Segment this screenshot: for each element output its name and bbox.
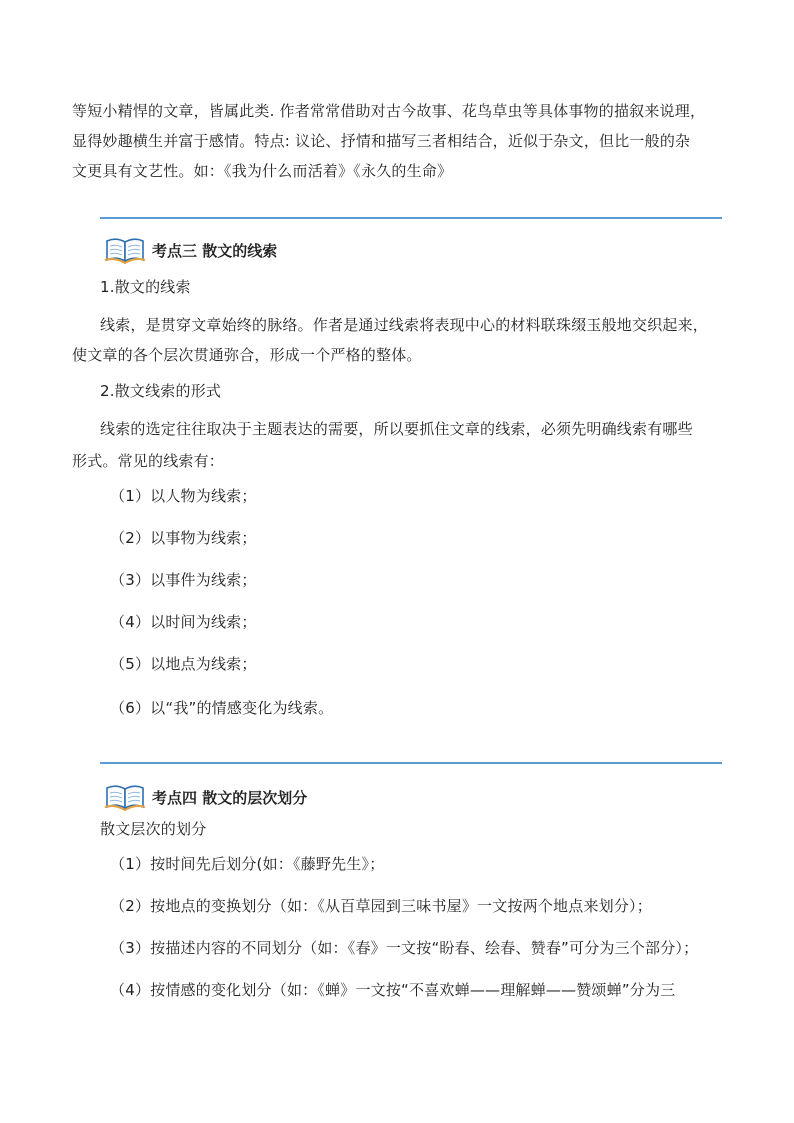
list-item: （2）按地点的变换划分（如：《从百草园到三味书屋》一文按两个地点来划分）； — [110, 897, 652, 915]
section-3-paragraph-2-line-1: 线索的选定往往取决于主题表达的需要，所以要抓住文章的线索，必须先明确线索有哪些 — [100, 420, 693, 438]
section-4-title: 考点四 散文的层次划分 — [152, 788, 308, 807]
section-3-paragraph-2-line-2: 形式。常见的线索有： — [72, 452, 225, 470]
section-3-paragraph-1-line-2: 使文章的各个层次贯通弥合，形成一个严格的整体。 — [72, 346, 422, 364]
list-item: （6）以“我”的情感变化为线索。 — [110, 699, 334, 717]
section-3-subheading-2: 2.散文线索的形式 — [100, 382, 222, 400]
intro-line-3: 文更具有文艺性。如：《我为什么而活着》《永久的生命》 — [72, 162, 453, 180]
section-3-title: 考点三 散文的线索 — [152, 241, 278, 260]
section-divider — [100, 217, 722, 219]
section-4-heading — [104, 782, 307, 812]
list-item: （2）以事物为线索； — [110, 529, 257, 547]
list-item: （4）以时间为线索； — [110, 613, 257, 631]
open-book-icon — [104, 236, 146, 264]
list-item: （3）以事件为线索； — [110, 571, 257, 589]
list-item: （1）按时间先后划分(如：《藤野先生》； — [110, 855, 385, 873]
section-3-subheading-1: 1.散文的线索 — [100, 278, 191, 296]
list-item: （1）以人物为线索； — [110, 487, 257, 505]
intro-line-1: 等短小精悍的文章，皆属此类. 作者常常借助对古今故事、花鸟草虫等具体事物的描叙来说理， — [72, 102, 706, 120]
list-item: （3）按描述内容的不同划分（如：《春》一文按“盼春、绘春、赞春”可分为三个部分）； — [110, 939, 699, 957]
section-divider — [100, 762, 722, 764]
section-3-paragraph-1-line-1: 线索，是贯穿文章始终的脉络。作者是通过线索将表现中心的材料联珠缀玉般地交织起来， — [100, 316, 709, 334]
intro-line-2: 显得妙趣横生并富于感情。特点: 议论、抒情和描写三者相结合，近似于杂文，但比一般的杂 — [72, 132, 691, 150]
section-4-subheading: 散文层次的划分 — [100, 820, 207, 838]
list-item: （4）按情感的变化划分（如：《蝉》一文按“不喜欢蝉——理解蝉——赞颂蝉”分为三 — [110, 981, 676, 999]
section-3-heading — [104, 235, 277, 265]
list-item: （5）以地点为线索； — [110, 655, 257, 673]
open-book-icon — [104, 783, 146, 811]
